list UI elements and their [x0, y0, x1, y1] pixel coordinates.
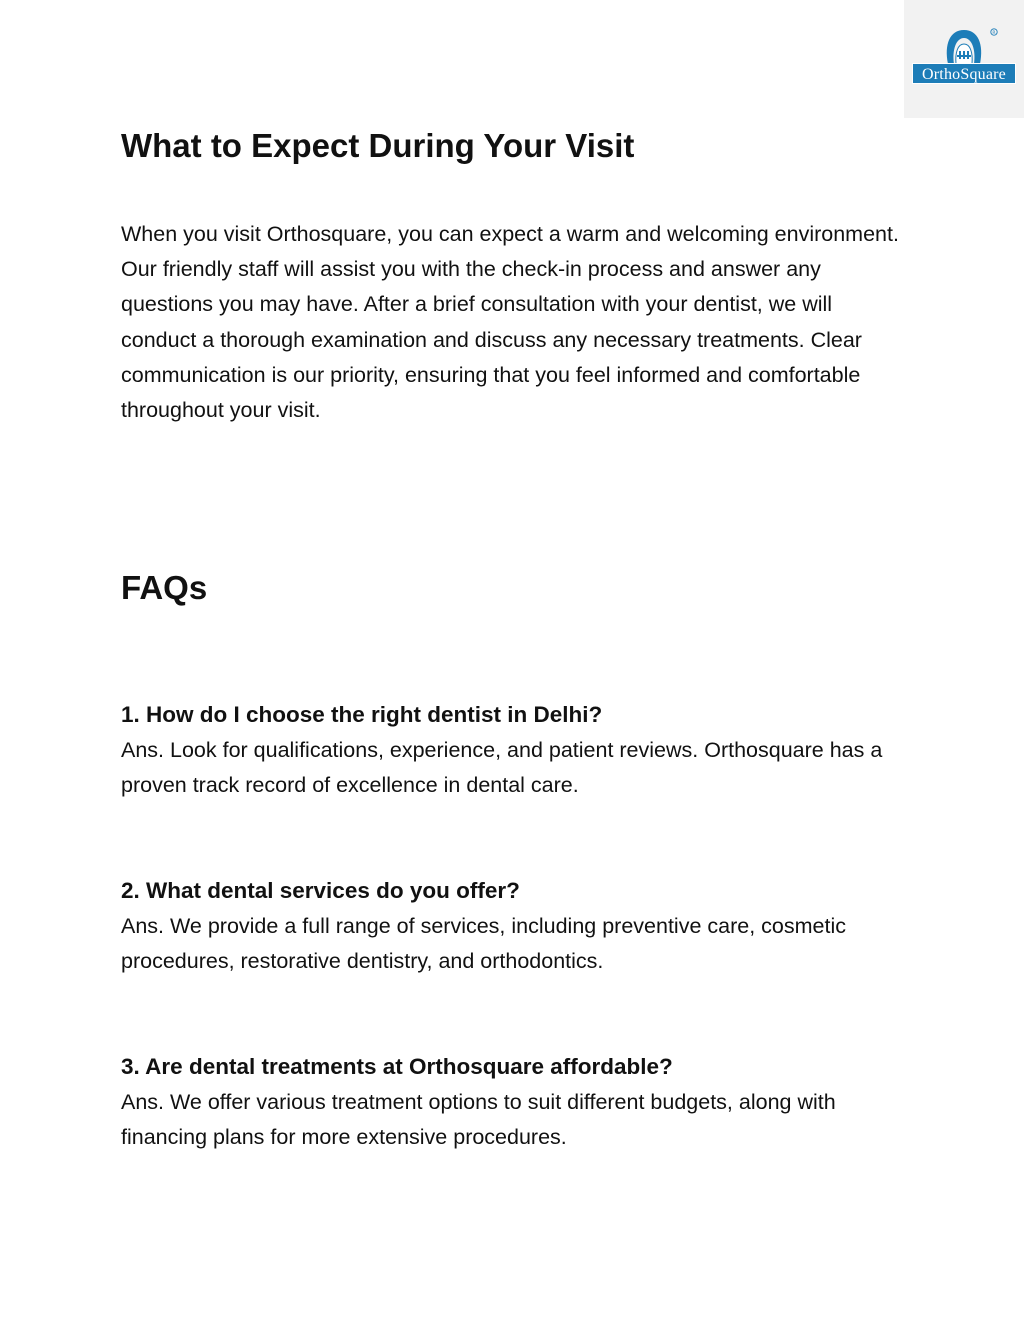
faq-item: [121, 873, 911, 979]
faq-question: 1. How do I choose the right dentist in Delhi?: [121, 702, 603, 727]
faq-question: 2. What dental services do you offer?: [121, 878, 520, 903]
faq-answer: Ans. We provide a full range of services, including preventive care, cosmetic procedures, restorative dentistry, and orthodontics.: [121, 914, 846, 974]
visit-section-paragraph: When you visit Orthosquare, you can expect a warm and welcoming environment. Our friendly staff will assist you with the check-in process and answer any questions you may have. After a brief consultation with your dentist, we will conduct a thorough examination and discuss any necessary treatments. Clear communication is our priority, ensuring that you feel informed and comfortable throughout your visit.: [121, 222, 899, 423]
visit-section-title: What to Expect During Your Visit: [121, 127, 635, 164]
faq-item: [121, 697, 911, 803]
faq-answer: Ans. We offer various treatment options to suit different budgets, along with financing plans for more extensive procedures.: [121, 1090, 836, 1150]
faq-question: 3. Are dental treatments at Orthosquare affordable?: [121, 1054, 673, 1079]
faq-item: [121, 1049, 911, 1155]
faq-answer: Ans. Look for qualifications, experience, and patient reviews. Orthosquare has a proven track record of excellence in dental care.: [121, 738, 883, 798]
svg-text:R: R: [992, 30, 996, 36]
faqs-section-title: FAQs: [121, 569, 208, 606]
brand-wordmark: OrthoSquare: [912, 63, 1016, 84]
brand-logo: [904, 0, 1024, 118]
